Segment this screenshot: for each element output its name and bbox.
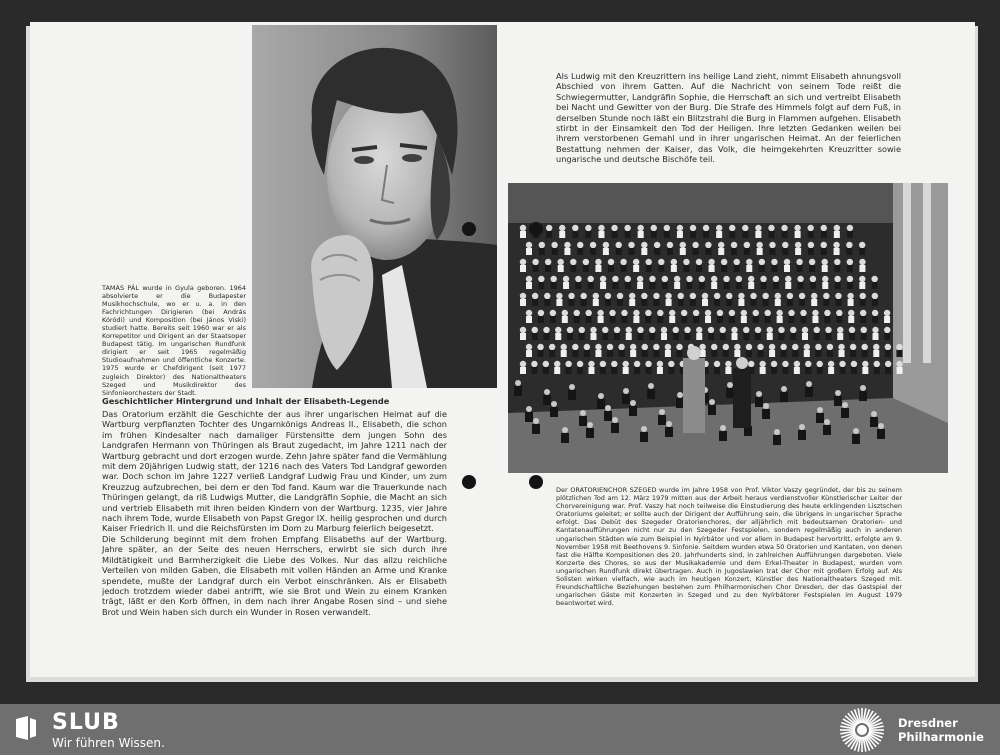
body-paragraph: Die Schilderung beginnt mit dem frohen Empfang Elisabeths auf der Wartburg. Jahre später, an der Seite des neuen Herrschers, erwirbt sie sich durch ihre Mildtätigkeit und Barmherzigkeit die Liebe des Volkes. Nur das allzu reichliche Verteilen von milden Gaben, die Elisabeth mit vollen Händen an Arme und Kranke spendete, mußte der Landgraf durch ein Verbot einschränken. Als er Elisabeth jedoch trotzdem wieder dabei antrifft, wie sie Brot und Wein zu einem Kranken trägt, läßt er den Korb öffnen, in dem nach ihrer Angabe Rosen sind – und siehe Brot und Wein haben sich durch ein Wunder in Rosen verwandelt.	[102, 533, 447, 617]
section-heading: Geschichtlicher Hintergrund und Inhalt der Elisabeth-Legende	[102, 396, 390, 406]
choir-caption: Der ORATORIENCHOR SZEGED wurde im Jahre 1958 von Prof. Viktor Vaszy gegründet, der bis zu seinem plötzlichen Tod am 12. März 1979 mitten aus der Arbeit heraus verdienstvoller Künstlerischer Leiter der Chorvereinigung war. Prof. Vaszy hat noch teilweise die Einstudierung des heute erklingenden Lisztschen Oratoriums geleitet; er sollte auch der Dirigent der Aufführung sein, die übrigens in ungarischer Sprache erfolgt. Das Debüt des Szegeder Oratorienchores, der alljährlich mit bedeutsamen Oratorien- und Kantatenaufführungen nicht nur zu den Szegeder Festspielen, sondern regelmäßig auch in anderen ungarischen Städten wie zum Beispiel in Nyírbátor und vor allem in Budapest hervortritt, erfolgte am 9. November 1958 mit Beethovens 9. Sinfonie. Seitdem wurden etwa 50 Oratorien und Kantaten, von denen fast die Hälfte Kompositionen des 20. Jahrhunderts sind, in zahlreichen Aufführungen dargeboten. Viele Konzerte des Chores, so aus der Musikakademie und dem Erkel-Theater in Budapest, wurden vom ungarischen Rundfunk direkt übertragen. Auch in Jugoslawien trat der Chor mit großem Erfolg auf. Als Solisten wirken vielfach, wie auch im heutigen Konzert, Künstler des Nationaltheaters Szeged mit. Freundschaftliche Beziehungen bestehen zum Philharmonischen Chor Dresden, der das Gastspiel der ungarischen Gäste mit Konzerten in Szeged und zu den Nyírbátorer Festspielen im August 1979 beantwortet wird.	[556, 486, 902, 608]
portrait-caption: TAMÁS PÁL wurde in Gyula geboren. 1964 absolvierte er die Budapester Musikhochschule, wo er u. a. in den Fachrichtungen Dirigieren (bei András Kóródi) und Komposition (bei János Viski) studiert hatte. Bereits seit 1960 war er als Korrepetitor und Dirigent an der Staatsoper Budapest tätig. Im ungarischen Rundfunk dirigiert er seit 1965 regelmäßig Studioaufnahmen und öffentliche Konzerte. 1975 wurde er Chefdirigent (seit 1977 zugleich Direktor) des Nationaltheaters Szeged und Musikdirektor des Sinfonieorchesters der Stadt.	[102, 284, 246, 397]
library-tagline: Wir führen Wissen.	[52, 736, 165, 750]
punch-hole	[529, 475, 543, 489]
philharmonie-logo-icon	[838, 706, 886, 754]
body-text-right: Als Ludwig mit den Kreuzrittern ins heilige Land zieht, nimmt Elisabeth ahnungsvoll Abschied von ihrem Gatten. Auf die Nachricht von seinem Tode reißt die Schwiegermutter, Landgräfin Sophie, die Herrschaft an sich und vertreibt Elisabeth bei Nacht und Gewitter von der Burg. Die Strafe des Himmels folgt auf dem Fuß, in derselben Stunde noch läßt ein Blitzstrahl die Burg in Flammen aufgehen. Elisabeth stirbt in der Einsamkeit den Tod der Heiligen. Ihre letzten Gedanken weilen bei ihrem verstorbenen Gemahl und in ihrer ungarischen Heimat. An der feierlichen Bestattung nehmen der Kaiser, das Volk, die heimgekehrten Kreuzritter sowie ungarische und deutsche Bischöfe teil.	[556, 71, 901, 165]
partner-name	[898, 716, 984, 744]
punch-hole	[462, 222, 476, 236]
punch-hole	[462, 475, 476, 489]
partner-name-line: Philharmonie	[898, 730, 984, 744]
choir-concert-photo	[508, 183, 948, 473]
partner-name-line: Dresdner	[898, 716, 958, 730]
body-paragraph: Das Oratorium erzählt die Geschichte der aus ihrer ungarischen Heimat auf die Wartburg verpflanzten Tochter des Ungarnkönigs Andreas II., Elisabeth, die schon im frühen Kindesalter nach damaliger Fürstensitte dem jungen Sohn des Landgrafen Hermann von Thüringen als Braut zugedacht, im Jahre 1211 nach der Wartburg gebracht und dort erzogen wurde. Zehn Jahre später fand die Vermählung mit dem 20jährigen Ludwig statt, der 1216 nach des Vaters Tod Landgraf geworden war. Doch schon im Jahre 1227 verließ Landgraf Ludwig Frau und Kinder, um zum Kreuzzug aufzubrechen, bei dem er den Tod fand. Kaum war die Trauerkunde nach Thüringen gelangt, da riß Ludwigs Mutter, die Landgräfin Sophie, die Macht an sich und vertrieb Elisabeth mit ihren beiden Kindern von der Wartburg. 1235, vier Jahre nach ihrem Tode, wurde Elisabeth von Papst Gregor IX. heilig gesprochen und durch Kaiser Friedrich II. und die Reichsfürsten im Dom zu Marburg feierlich beigesetzt.	[102, 409, 447, 534]
punch-hole	[529, 222, 543, 236]
conductor-portrait-photo	[252, 25, 497, 388]
footer-bar	[0, 704, 1000, 755]
slub-logo-icon	[14, 715, 38, 741]
body-text-left	[102, 409, 447, 617]
library-name: SLUB	[52, 710, 120, 735]
